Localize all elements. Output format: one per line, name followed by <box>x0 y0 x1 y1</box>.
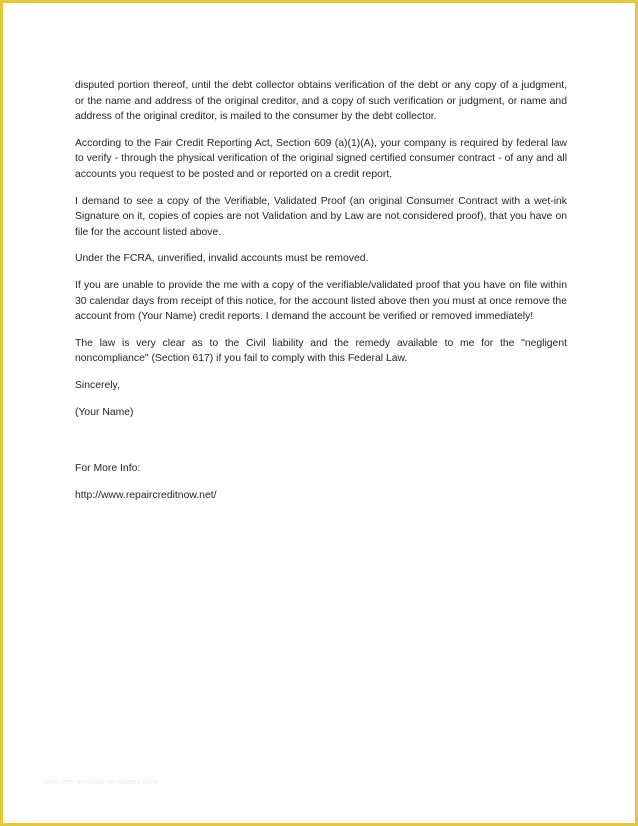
more-info-link[interactable]: http://www.repaircreditnow.net/ <box>75 489 217 501</box>
closing-sincerely: Sincerely, <box>75 379 120 391</box>
watermark-text: www.free-printable-templates.com <box>43 777 157 786</box>
paragraph-civil-liability: The law is very clear as to the Civil liability and the remedy available to me for the "negligent noncompliance" (Section 617) if you fail to comply with this Federal Law. <box>75 337 567 365</box>
more-info-label: For More Info: <box>75 463 141 475</box>
signature-name: (Your Name) <box>75 406 134 418</box>
paragraph-demand-proof: I demand to see a copy of the Verifiable, Validated Proof (an original Consumer Contract with a wet-ink Signature on it, copies of copies are not Validation and by Law are not considered proof), that you have on file for the account listed above. <box>75 195 567 238</box>
paragraph-fcra-section-609: According to the Fair Credit Reporting Act, Section 609 (a)(1)(A), your company is required by federal law to verify - through the physical verification of the original signed certified consumer contract - of any and all accounts you request to be posted and or reported on a credit report. <box>75 137 567 180</box>
paragraph-unverified-removed: Under the FCRA, unverified, invalid accounts must be removed. <box>75 253 369 265</box>
letter-body <box>75 78 567 514</box>
paragraph-30-days: If you are unable to provide the me with a copy of the verifiable/validated proof that you have on file within 30 calendar days from receipt of this notice, for the account listed above then you must at once remove the account from (Your Name) credit reports. I demand the account be verified or removed immediately! <box>75 279 567 323</box>
spacer <box>75 431 567 461</box>
paragraph-disputed-portion: disputed portion thereof, until the debt collector obtains verification of the debt or any copy of a judgment, or the name and address of the original creditor, and a copy of such verification or judgment, or name and address of the original creditor, is mailed to the consumer by the debt collector. <box>75 80 567 123</box>
